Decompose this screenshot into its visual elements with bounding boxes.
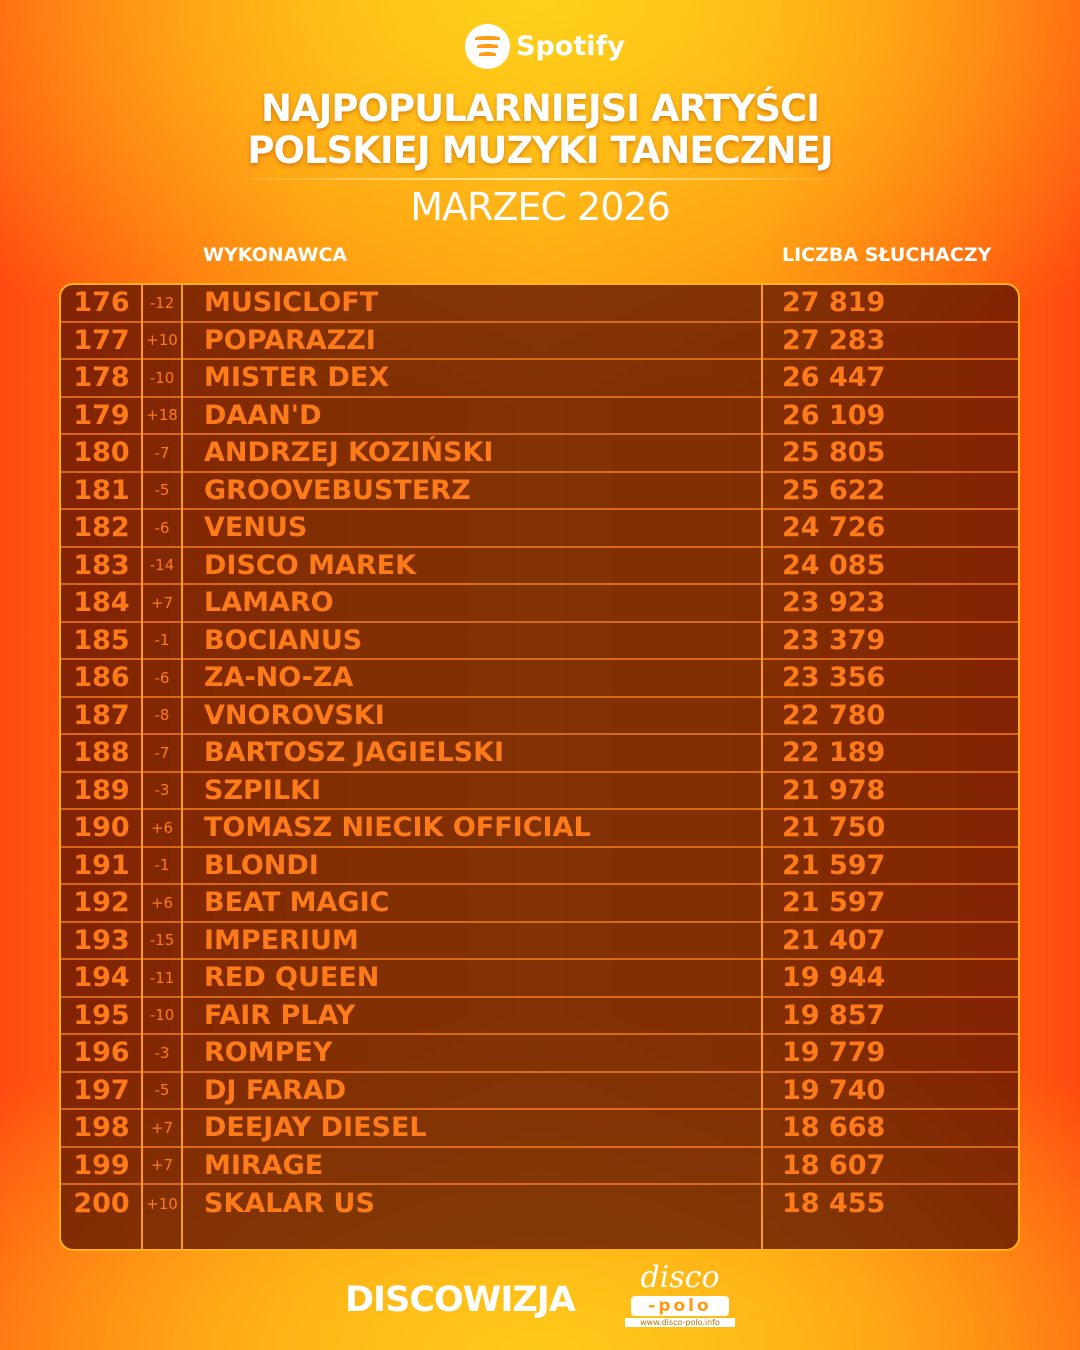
table-row: [61, 623, 1018, 661]
listeners-cell: 19 740: [782, 1074, 886, 1106]
spotify-icon: [465, 24, 510, 69]
header-artist: WYKONAWCA: [203, 244, 348, 266]
rank-cell: 181: [73, 474, 130, 506]
spotify-logo: [465, 24, 625, 69]
rank-cell: 179: [73, 399, 130, 431]
artist-cell: FAIR PLAY: [204, 999, 356, 1031]
table-row: [61, 323, 1018, 361]
table-row: [61, 998, 1018, 1036]
change-cell: +7: [150, 1156, 174, 1175]
logo-top: disco: [640, 1260, 720, 1295]
artist-cell: ROMPEY: [204, 1037, 333, 1069]
rank-cell: 180: [73, 437, 130, 469]
table-row: [61, 1148, 1018, 1186]
table-row: [61, 1035, 1018, 1073]
artist-cell: ANDRZEJ KOZIŃSKI: [204, 437, 494, 469]
table-row: [61, 960, 1018, 998]
listeners-cell: 23 379: [782, 624, 886, 656]
listeners-cell: 26 109: [782, 399, 886, 431]
table-row: [61, 698, 1018, 736]
rank-cell: 189: [73, 774, 130, 806]
artist-cell: MUSICLOFT: [204, 287, 379, 319]
change-cell: -7: [154, 443, 170, 462]
listeners-cell: 19 944: [782, 962, 886, 994]
change-cell: -5: [154, 1081, 170, 1100]
change-cell: -7: [154, 743, 170, 762]
page-title: [0, 88, 1080, 172]
artist-cell: RED QUEEN: [204, 962, 380, 994]
artist-cell: TOMASZ NIECIK OFFICIAL: [204, 812, 591, 844]
divider: [220, 178, 860, 180]
listeners-cell: 25 622: [782, 474, 886, 506]
rank-cell: 188: [73, 737, 130, 769]
artist-cell: BEAT MAGIC: [204, 887, 390, 919]
listeners-cell: 21 597: [782, 887, 886, 919]
logo-url: www.disco-polo.info: [625, 1318, 735, 1327]
change-cell: -15: [149, 931, 175, 950]
table-row: [61, 548, 1018, 586]
change-cell: -1: [154, 631, 170, 650]
listeners-cell: 21 407: [782, 924, 886, 956]
change-cell: +10: [146, 331, 178, 350]
rank-cell: 187: [73, 699, 130, 731]
listeners-cell: 26 447: [782, 362, 886, 394]
table-row: [61, 885, 1018, 923]
title-line-1: NAJPOPULARNIEJSI ARTYŚCI: [261, 87, 819, 130]
rank-cell: 191: [73, 849, 130, 881]
table-row: [61, 473, 1018, 511]
rank-cell: 186: [73, 662, 130, 694]
artist-cell: MISTER DEX: [204, 362, 390, 394]
change-cell: -14: [149, 556, 175, 575]
change-cell: +10: [146, 1194, 178, 1213]
listeners-cell: 21 750: [782, 812, 886, 844]
divider: [181, 285, 183, 1249]
title-line-2: POLSKIEJ MUZYKI TANECZNEJ: [247, 129, 833, 172]
rank-cell: 190: [73, 812, 130, 844]
listeners-cell: 19 857: [782, 999, 886, 1031]
listeners-cell: 22 189: [782, 737, 886, 769]
artist-cell: SZPILKI: [204, 774, 322, 806]
artist-cell: GROOVEBUSTERZ: [204, 474, 471, 506]
rank-cell: 194: [73, 962, 130, 994]
listeners-cell: 23 356: [782, 662, 886, 694]
rank-cell: 197: [73, 1074, 130, 1106]
change-cell: -6: [154, 518, 170, 537]
artist-cell: DISCO MAREK: [204, 549, 416, 581]
listeners-cell: 18 607: [782, 1149, 886, 1181]
table-row: [61, 773, 1018, 811]
discowizja-logo: DISCOWIZJA: [345, 1280, 575, 1320]
table-row: [61, 585, 1018, 623]
artist-cell: DAAN'D: [204, 399, 322, 431]
rank-cell: 184: [73, 587, 130, 619]
table-row: [61, 398, 1018, 436]
divider: [141, 285, 143, 1249]
table-row: [61, 510, 1018, 548]
rank-cell: 199: [73, 1149, 130, 1181]
change-cell: -3: [154, 781, 170, 800]
rank-cell: 198: [73, 1112, 130, 1144]
change-cell: -11: [149, 968, 175, 987]
rank-cell: 200: [73, 1188, 130, 1220]
change-cell: +6: [150, 818, 174, 837]
artist-cell: LAMARO: [204, 587, 334, 619]
table-row: [61, 660, 1018, 698]
artist-cell: SKALAR US: [204, 1188, 375, 1220]
table-row: [61, 285, 1018, 323]
table-row: [61, 435, 1018, 473]
artist-cell: DEEJAY DIESEL: [204, 1112, 427, 1144]
change-cell: -10: [149, 1006, 175, 1025]
artist-cell: DJ FARAD: [204, 1074, 347, 1106]
listeners-cell: 25 805: [782, 437, 886, 469]
artist-cell: BLONDI: [204, 849, 319, 881]
change-cell: +18: [146, 406, 178, 425]
artist-cell: MIRAGE: [204, 1149, 324, 1181]
change-cell: -1: [154, 856, 170, 875]
table-row: [61, 923, 1018, 961]
rank-cell: 178: [73, 362, 130, 394]
brand-name: Spotify: [516, 31, 625, 62]
artist-cell: VNOROVSKI: [204, 699, 385, 731]
table-row: [61, 1073, 1018, 1111]
listeners-cell: 27 283: [782, 324, 886, 356]
change-cell: -12: [149, 293, 175, 312]
table-row: [61, 1110, 1018, 1148]
table-row: [61, 735, 1018, 773]
change-cell: +7: [150, 1118, 174, 1137]
rank-cell: 176: [73, 287, 130, 319]
rank-cell: 183: [73, 549, 130, 581]
artist-cell: IMPERIUM: [204, 924, 359, 956]
ranking-table: [59, 283, 1020, 1251]
listeners-cell: 18 455: [782, 1188, 886, 1220]
change-cell: +7: [150, 593, 174, 612]
change-cell: -10: [149, 368, 175, 387]
rank-cell: 195: [73, 999, 130, 1031]
artist-cell: POPARAZZI: [204, 324, 376, 356]
rank-cell: 177: [73, 324, 130, 356]
listeners-cell: 21 978: [782, 774, 886, 806]
listeners-cell: 18 668: [782, 1112, 886, 1144]
header-listeners: LICZBA SŁUCHACZY: [782, 244, 992, 266]
disco-polo-logo: [625, 1262, 735, 1327]
change-cell: -5: [154, 481, 170, 500]
change-cell: -6: [154, 668, 170, 687]
table-row: [61, 1185, 1018, 1223]
table-row: [61, 848, 1018, 886]
rank-cell: 196: [73, 1037, 130, 1069]
table-row: [61, 810, 1018, 848]
rank-cell: 185: [73, 624, 130, 656]
rank-cell: 192: [73, 887, 130, 919]
artist-cell: BARTOSZ JAGIELSKI: [204, 737, 505, 769]
rank-cell: 182: [73, 512, 130, 544]
divider: [761, 285, 763, 1249]
listeners-cell: 24 726: [782, 512, 886, 544]
listeners-cell: 19 779: [782, 1037, 886, 1069]
listeners-cell: 27 819: [782, 287, 886, 319]
logo-mid: -polo: [631, 1296, 729, 1316]
listeners-cell: 21 597: [782, 849, 886, 881]
rank-cell: 193: [73, 924, 130, 956]
listeners-cell: 23 923: [782, 587, 886, 619]
change-cell: -8: [154, 706, 170, 725]
change-cell: -3: [154, 1043, 170, 1062]
table-row: [61, 360, 1018, 398]
artist-cell: ZA-NO-ZA: [204, 662, 354, 694]
artist-cell: BOCIANUS: [204, 624, 363, 656]
subtitle: MARZEC 2026: [410, 185, 670, 229]
artist-cell: VENUS: [204, 512, 308, 544]
listeners-cell: 22 780: [782, 699, 886, 731]
listeners-cell: 24 085: [782, 549, 886, 581]
change-cell: +6: [150, 893, 174, 912]
